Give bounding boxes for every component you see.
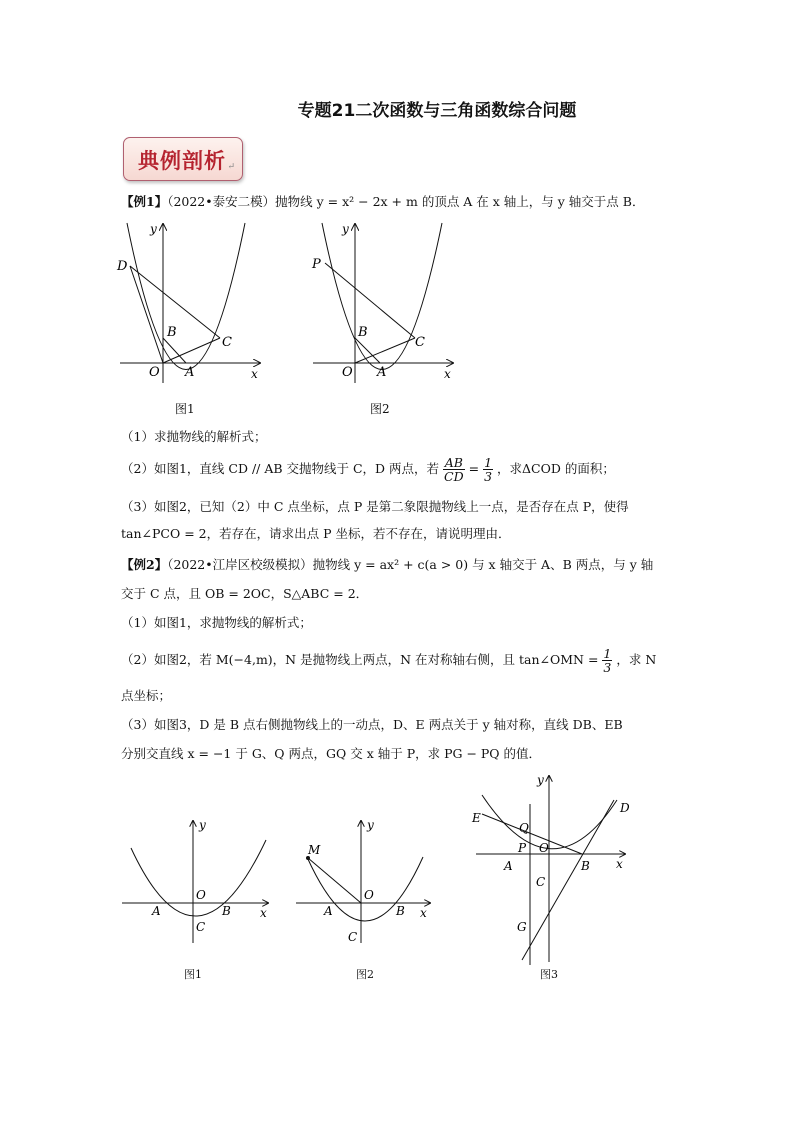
label-C: C: [348, 930, 358, 944]
label-B: B: [222, 904, 231, 918]
label-y: y: [367, 818, 374, 832]
example2-figure3: [462, 770, 632, 965]
label-B: B: [358, 325, 368, 340]
label-y: y: [537, 773, 544, 787]
label-y: y: [150, 222, 157, 236]
example1-figure2: [305, 218, 475, 386]
label-O: O: [196, 888, 206, 902]
example1-q3-line2: tan∠PCO = 2，若存在，请求出点 P 坐标，若不存在，请说明理由．: [121, 526, 511, 541]
example2-q3-line2: 分别交直线 x = −1 于 G、Q 两点，GQ 交 x 轴于 P，求 PG − PQ 的值．: [121, 746, 542, 761]
label-E: E: [472, 811, 481, 825]
example2-fig2-caption: 图2: [356, 968, 374, 981]
example1-stem: 【例1】（2022•泰安二模）抛物线 y = x² − 2x + m 的顶点 A 在 x 轴上，与 y 轴交于点 B．: [121, 194, 645, 209]
label-O: O: [364, 888, 374, 902]
example2-q2-line2: 点坐标；: [121, 688, 172, 703]
label-M: M: [308, 843, 321, 857]
label-A: A: [324, 904, 333, 918]
label-P: P: [312, 257, 321, 272]
example2-figure1: [118, 815, 278, 945]
label-A: A: [152, 904, 161, 918]
example2-fig1-caption: 图1: [184, 968, 202, 981]
label-P: P: [518, 841, 527, 855]
label-A: A: [185, 365, 195, 380]
label-x: x: [616, 857, 623, 871]
label-x: x: [420, 906, 427, 920]
label-O: O: [539, 841, 549, 855]
example2-q1: （1）如图1，求抛物线的解析式；: [121, 615, 312, 630]
label-x: x: [444, 367, 451, 381]
label-B: B: [581, 859, 590, 873]
fraction-one-third: $\frac{1}{3}$: [484, 455, 493, 484]
section-badge: [123, 137, 243, 181]
label-G: G: [517, 920, 527, 934]
fraction-one-third: $\frac{1}{3}$: [603, 646, 612, 675]
return-mark-icon: ↵: [227, 162, 235, 172]
label-D: D: [117, 259, 128, 274]
label-A: A: [504, 859, 513, 873]
label-D: D: [620, 801, 630, 815]
page-title: 专题21二次函数与三角函数综合问题: [297, 101, 577, 121]
example2-stem-line1: 【例2】（2022•江岸区校级模拟）抛物线 y = ax² + c(a > 0) 与 x 轴交于 A、B 两点，与 y 轴: [121, 557, 654, 572]
fraction-ab-cd: $\frac{AB}{CD}$: [444, 455, 464, 484]
label-O: O: [342, 365, 353, 380]
example2-fig3-caption: 图3: [540, 968, 558, 981]
label-y: y: [342, 222, 349, 236]
label-x: x: [251, 367, 258, 381]
label-B: B: [167, 325, 177, 340]
example1-q2: （2）如图1，直线 CD // AB 交抛物线于 C，D 两点，若 $\frac{AB}{CD}$ = $\frac{1}{3}$ ，求ΔCOD 的面积；: [121, 455, 615, 484]
example1-q1: （1）求抛物线的解析式；: [121, 429, 267, 444]
example1-fig2-caption: 图2: [370, 402, 390, 416]
label-C: C: [415, 335, 425, 350]
label-B: B: [396, 904, 405, 918]
label-O: O: [149, 365, 160, 380]
label-x: x: [260, 906, 267, 920]
section-badge-label: 典例剖析: [138, 149, 226, 173]
example1-fig1-caption: 图1: [175, 402, 195, 416]
example1-q3-line1: （3）如图2，已知（2）中 C 点坐标，点 P 是第二象限抛物线上一点，是否存在点 P，使得: [121, 499, 629, 514]
example2-stem-line2: 交于 C 点，且 OB = 2OC，S△ABC = 2．: [121, 586, 369, 601]
label-y: y: [199, 818, 206, 832]
label-Q: Q: [519, 821, 529, 835]
label-A: A: [377, 365, 387, 380]
example2-q3-line1: （3）如图3，D 是 B 点右侧抛物线上的一动点，D、E 两点关于 y 轴对称，直线 DB、EB: [121, 717, 623, 732]
label-C: C: [196, 920, 206, 934]
example2-figure2: [292, 815, 442, 945]
label-C: C: [536, 875, 546, 889]
example2-q2: （2）如图2，若 M(−4,m)，N 是抛物线上两点，N 在对称轴右侧，且 tan∠OMN = $\frac{1}{3}$ ，求 N: [121, 646, 657, 675]
label-C: C: [222, 335, 232, 350]
example1-figure1: [112, 218, 282, 386]
